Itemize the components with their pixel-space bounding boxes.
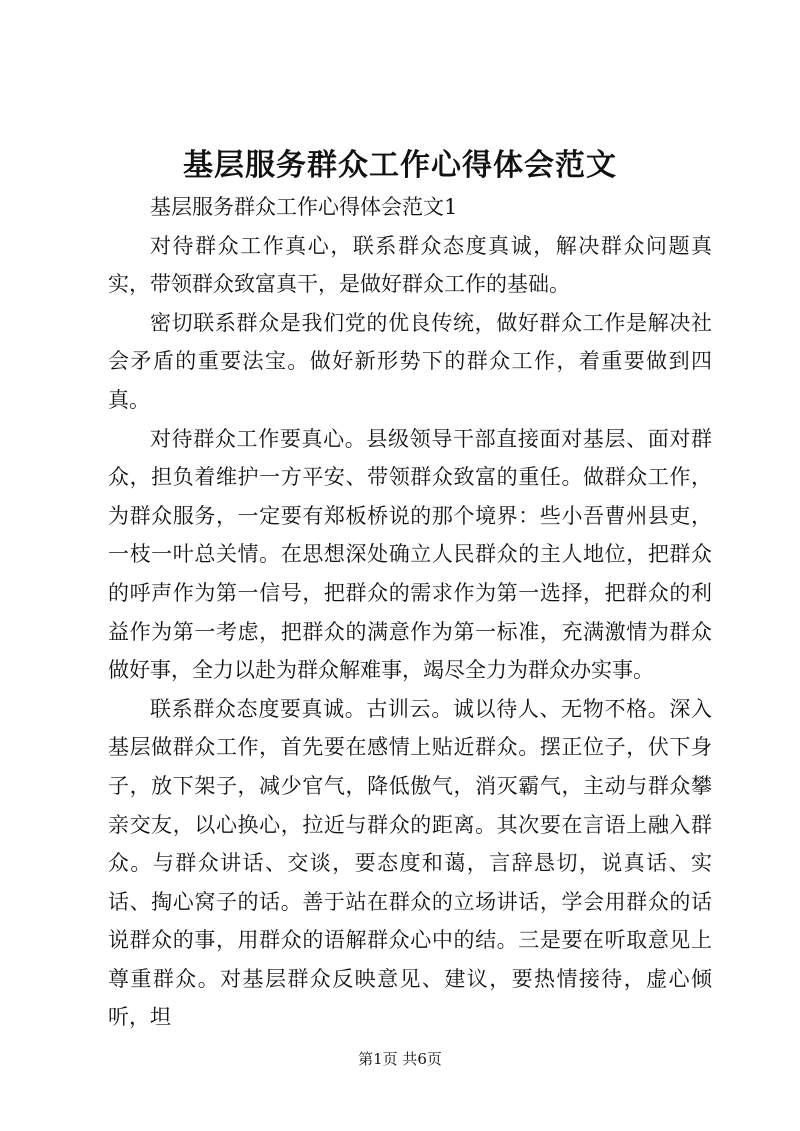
body-paragraph: 密切联系群众是我们党的优良传统，做好群众工作是解决社会矛盾的重要法宝。做好新形势下的群众工作，着重要做到四真。 [108,310,712,412]
body-paragraph: 对待群众工作要真心。县级领导干部直接面对基层、面对群众，担负着维护一方平安、带领群众致富的重任。做群众工作，为群众服务，一定要有郑板桥说的那个境界：些小吾曹州县吏，一枝一叶总关情。在思想深处确立人民群众的主人地位，把群众的呼声作为第一信号，把群众的需求作为第一选择，把群众的利益作为第一考虑，把群众的满意作为第一标准，充满激情为群众做好事，全力以赴为群众解难事，竭尽全力为群众办实事。 [108,426,712,683]
document-body [108,188,712,1037]
page-footer: 第1页 共6页 [358,1050,442,1068]
subtitle-paragraph: 基层服务群众工作心得体会范文1 [150,195,458,219]
document-title: 基层服务群众工作心得体会范文 [183,148,617,183]
body-paragraph: 对待群众工作真心，联系群众态度真诚，解决群众问题真实，带领群众致富真干，是做好群众工作的基础。 [108,233,712,297]
body-paragraph: 联系群众态度要真诚。古训云。诚以待人、无物不格。深入基层做群众工作，首先要在感情上贴近群众。摆正位子，伏下身子，放下架子，减少官气，降低傲气，消灭霸气，主动与群众攀亲交友，以心换心，拉近与群众的距离。其次要在言语上融入群众。与群众讲话、交谈，要态度和蔼，言辞恳切，说真话、实话、掏心窝子的话。善于站在群众的立场讲话，学会用群众的话说群众的事，用群众的语解群众心中的结。三是要在听取意见上尊重群众。对基层群众反映意见、建议，要热情接待，虚心倾听，坦 [108,696,712,1030]
